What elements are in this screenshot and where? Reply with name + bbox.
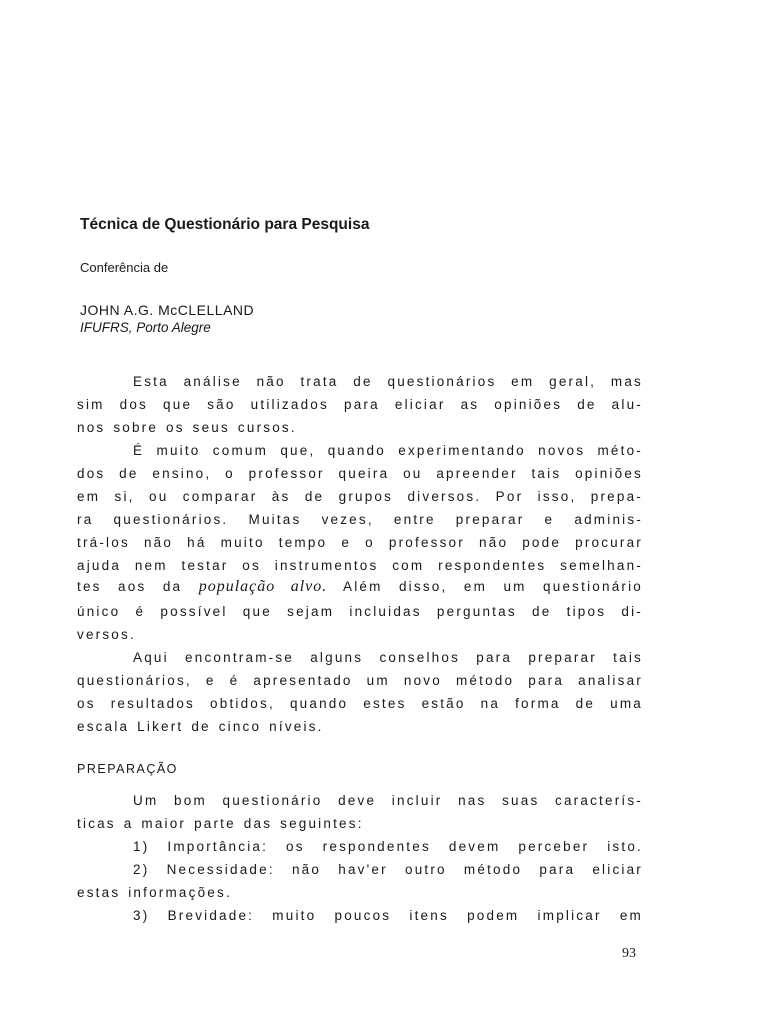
text-line bbox=[77, 578, 643, 596]
text-line: dos de ensino, o professor queira ou apreender tais opiniões bbox=[77, 466, 643, 481]
text-line: estas informações. bbox=[77, 885, 232, 900]
text-line: trá-los não há muito tempo e o professor não pode procurar bbox=[77, 535, 643, 550]
text-line: Um bom questionário deve incluir nas suas caracterís- bbox=[133, 793, 643, 808]
text-line: 1) Importância: os respondentes devem perceber isto. bbox=[133, 839, 643, 854]
text-segment: Além disso, em um questionário bbox=[342, 579, 643, 594]
page-number: 93 bbox=[622, 946, 636, 961]
text-line: sim dos que são utilizados para eliciar as opiniões de alu- bbox=[77, 397, 643, 412]
text-line: os resultados obtidos, quando estes estão na forma de uma bbox=[77, 696, 643, 711]
text-segment: tes aos da bbox=[77, 579, 183, 594]
text-line: 2) Necessidade: não hav'er outro método para eliciar bbox=[133, 862, 643, 877]
text-line: 3) Brevidade: muito poucos itens podem implicar em bbox=[133, 908, 643, 923]
italic-term: população alvo. bbox=[198, 578, 328, 595]
text-line: em si, ou comparar às de grupos diversos. Por isso, prepa- bbox=[77, 489, 643, 504]
text-line: ticas a maior parte das seguintes: bbox=[77, 816, 364, 831]
text-line: É muito comum que, quando experimentando novos méto- bbox=[133, 443, 643, 458]
article-title: Técnica de Questionário para Pesquisa bbox=[80, 216, 370, 233]
text-line: nos sobre os seus cursos. bbox=[77, 420, 297, 435]
text-line: Esta análise não trata de questionários em geral, mas bbox=[133, 374, 643, 389]
author-affiliation: IFUFRS, Porto Alegre bbox=[80, 320, 211, 335]
conference-label: Conferência de bbox=[80, 260, 169, 275]
author-name: JOHN A.G. McCLELLAND bbox=[80, 302, 255, 318]
text-line: Aqui encontram-se alguns conselhos para preparar tais bbox=[133, 650, 643, 665]
text-line: único é possível que sejam incluidas perguntas de tipos di- bbox=[77, 604, 643, 619]
text-line: ra questionários. Muitas vezes, entre preparar e adminis- bbox=[77, 512, 643, 527]
text-line: ajuda nem testar os instrumentos com respondentes semelhan- bbox=[77, 558, 643, 573]
section-heading: PREPARAÇÃO bbox=[77, 762, 178, 776]
text-line: questionários, e é apresentado um novo método para analisar bbox=[77, 673, 643, 688]
text-line: escala Likert de cinco níveis. bbox=[77, 719, 324, 734]
text-line: versos. bbox=[77, 627, 136, 642]
